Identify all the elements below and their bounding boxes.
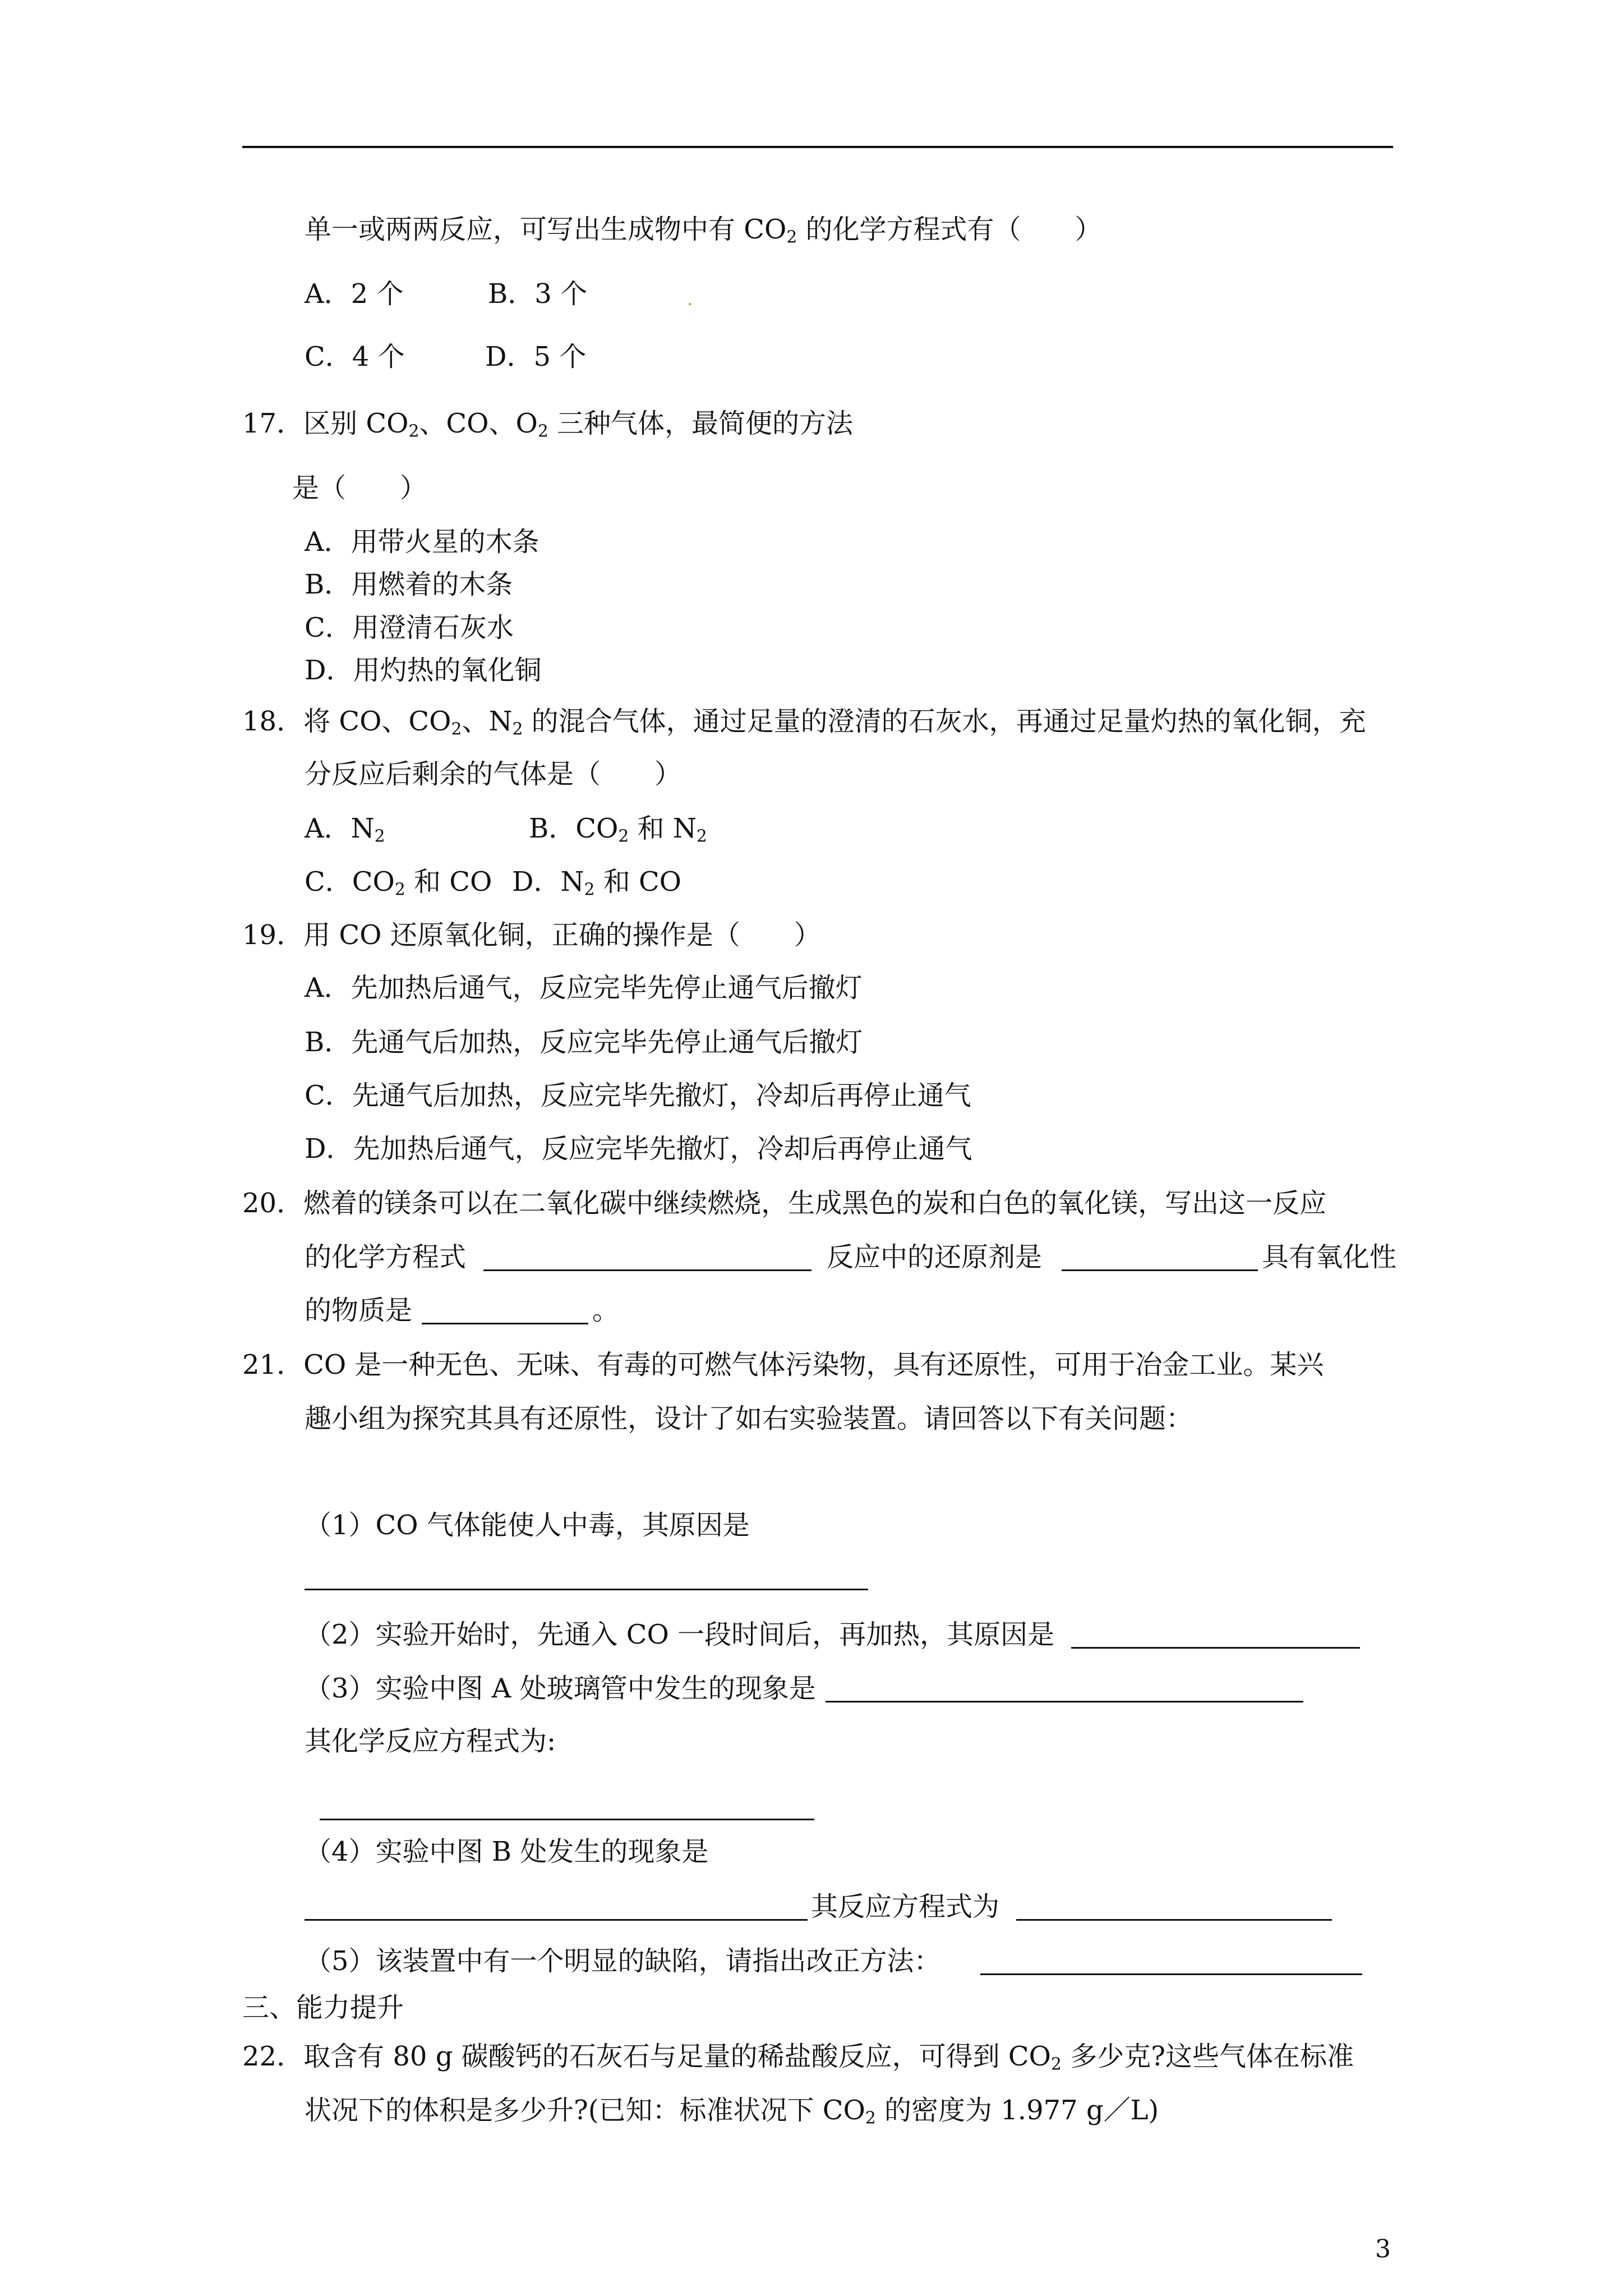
q19-option-a[interactable]: A．先加热后通气，反应完毕先停止通气后撤灯 — [305, 972, 863, 1004]
q18-stem: 18．将 CO、$CO_2$、$N_2$ 的混合气体，通过足量的澄清的石灰水，再通过足量灼热的氧化铜，充 — [242, 706, 1366, 739]
q21-part-4-equation-blank[interactable] — [1016, 1919, 1332, 1921]
q21-part-3-blank[interactable] — [826, 1701, 1303, 1703]
q21-part-2: （2）实验开始时，先通入 CO 一段时间后，再加热，其原因是 — [305, 1619, 1055, 1650]
q17-stem-cont: 是（ ） — [292, 472, 427, 504]
q17-option-a[interactable]: A．用带火星的木条 — [305, 526, 540, 558]
q20-line-3-b: 。 — [592, 1295, 620, 1326]
q18-option-d[interactable]: D．$N_2$ 和 CO — [512, 866, 682, 900]
q16-option-d[interactable]: D．5 个 — [485, 341, 587, 372]
q18-option-c[interactable]: C．$CO_2$ 和 CO — [305, 866, 492, 900]
q20-line-2-a: 的化学方程式 — [305, 1241, 467, 1273]
q16-option-a[interactable]: A．2 个 — [305, 278, 404, 310]
q17-option-d[interactable]: D．用灼热的氧化铜 — [305, 655, 542, 686]
q18-option-a[interactable]: A．$N_2$ — [305, 813, 385, 846]
q21-part-4-equation-label: 其反应方程式为 — [811, 1891, 1000, 1922]
q20-stem: 20．燃着的镁条可以在二氧化碳中继续燃烧，生成黑色的炭和白色的氧化镁，写出这一反应 — [242, 1188, 1327, 1219]
q21-part-2-blank[interactable] — [1071, 1647, 1360, 1649]
q17-stem: 17．区别 $CO_2$、CO、$O_2$ 三种气体，最简便的方法 — [242, 408, 854, 441]
q19-option-b[interactable]: B．先通气后加热，反应完毕先停止通气后撤灯 — [305, 1027, 863, 1058]
q21-part-4: （4）实验中图 B 处发生的现象是 — [305, 1836, 709, 1867]
q20-line-2-b: 反应中的还原剂是 — [827, 1241, 1043, 1273]
section-heading: 三、能力提升 — [242, 1992, 404, 2023]
q21-part-3: （3）实验中图 A 处玻璃管中发生的现象是 — [305, 1673, 816, 1704]
scan-speck — [689, 303, 691, 305]
q20-equation-blank[interactable] — [483, 1269, 811, 1271]
q17-option-c[interactable]: C．用澄清石灰水 — [305, 612, 514, 643]
q21-part-5-blank[interactable] — [980, 1973, 1362, 1975]
q18-stem-cont: 分反应后剩余的气体是（ ） — [305, 758, 682, 790]
q20-line-2-c: 具有氧化性 — [1262, 1241, 1397, 1273]
q22-stem: 22．取含有 80 g 碳酸钙的石灰石与足量的稀盐酸反应，可得到 $CO_2$ 多少克?这些气体在标准 — [242, 2041, 1354, 2074]
q16-option-c[interactable]: C．4 个 — [305, 341, 405, 372]
q21-part-1-blank[interactable] — [305, 1589, 868, 1590]
q21-stem: 21．CO 是一种无色、无味、有毒的可燃气体污染物，具有还原性，可用于冶金工业。某兴 — [242, 1349, 1324, 1381]
q21-part-3-equation-blank[interactable] — [320, 1819, 814, 1820]
q16-option-b[interactable]: B．3 个 — [488, 278, 588, 310]
q20-reducer-blank[interactable] — [1062, 1269, 1258, 1271]
q16-stem: 单一或两两反应，可写出生成物中有 $CO_2$ 的化学方程式有（ ） — [305, 214, 1102, 247]
q19-option-c[interactable]: C．先通气后加热，反应完毕先撤灯，冷却后再停止通气 — [305, 1080, 971, 1111]
q19-stem: 19．用 CO 还原氧化铜，正确的操作是（ ） — [242, 919, 821, 951]
q20-oxidizer-blank[interactable] — [422, 1323, 588, 1324]
q17-option-b[interactable]: B．用燃着的木条 — [305, 569, 513, 600]
q21-part-1: （1）CO 气体能使人中毒，其原因是 — [305, 1510, 750, 1541]
q18-option-b[interactable]: B．$CO_2$ 和 $N_2$ — [529, 813, 707, 846]
q21-part-3-equation-label: 其化学反应方程式为: — [305, 1726, 556, 1757]
q22-stem-cont: 状况下的体积是多少升?(已知：标准状况下 $CO_2$ 的密度为 1.977 g／L) — [305, 2095, 1159, 2128]
q21-part-5: （5）该装置中有一个明显的缺陷，请指出改正方法： — [305, 1945, 941, 1977]
q20-line-3-a: 的物质是 — [305, 1295, 413, 1326]
header-rule — [242, 146, 1393, 148]
q21-part-4-blank[interactable] — [305, 1919, 808, 1921]
q21-stem-cont: 趣小组为探究其具有还原性，设计了如右实验装置。请回答以下有关问题： — [305, 1403, 1193, 1434]
q19-option-d[interactable]: D．先加热后通气，反应完毕先撤灯，冷却后再停止通气 — [305, 1133, 972, 1165]
page-number: 3 — [1375, 2235, 1391, 2263]
